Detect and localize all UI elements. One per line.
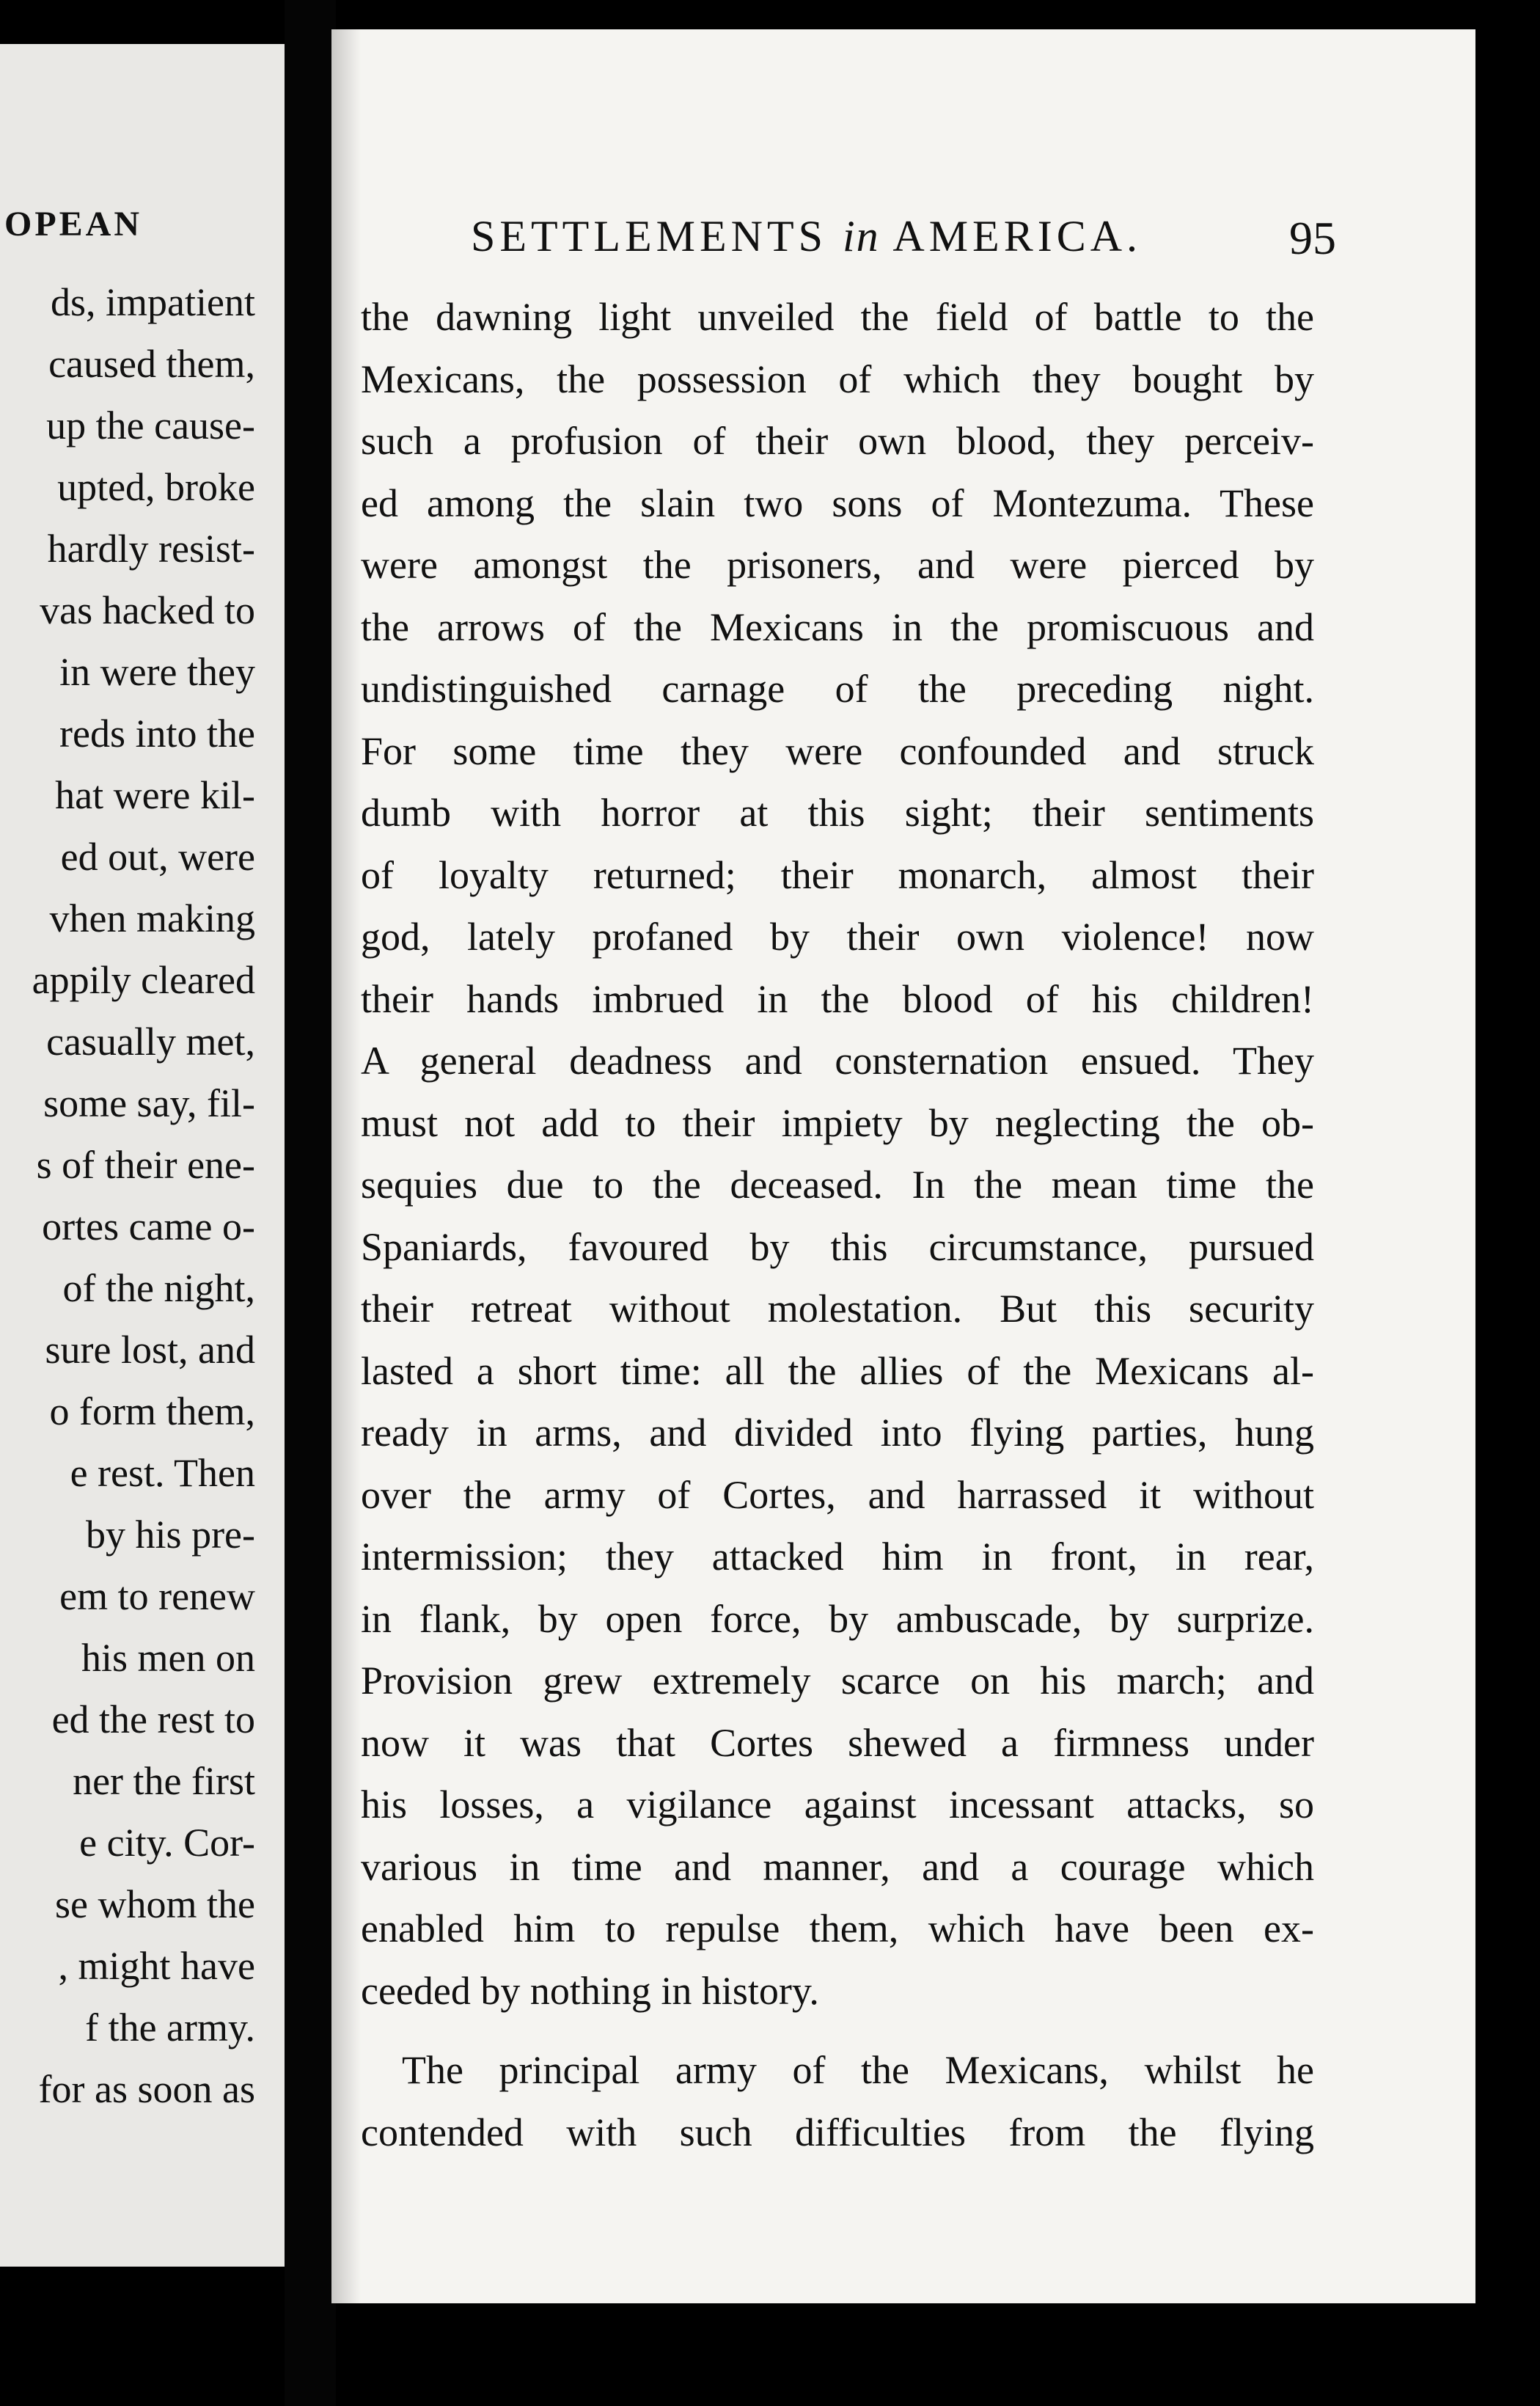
left-text-line: e city. Cor- [79, 1821, 255, 1865]
left-text-line: hardly resist- [47, 527, 255, 571]
left-text-line: e rest. Then [70, 1451, 255, 1495]
left-text-line: o form them, [49, 1389, 255, 1433]
left-text-line: f the army. [85, 2005, 255, 2050]
left-text-line: up the cause- [46, 403, 255, 447]
right-page-text [361, 286, 1314, 2163]
text-line: the arrows of the Mexicans in the promiscuous and [361, 604, 1314, 649]
left-text-line: em to renew [59, 1574, 255, 1618]
left-text-line: by his pre- [86, 1513, 255, 1557]
text-line: Spaniards, favoured by this circumstance, pursued [361, 1224, 1314, 1269]
text-line: ceeded by nothing in history. [361, 1968, 819, 2013]
page-number: 95 [1289, 212, 1336, 264]
text-line: ready in arms, and divided into flying parties, hung [361, 1411, 1314, 1455]
left-text-line: upted, broke [57, 465, 255, 509]
left-text-line: vas hacked to [40, 588, 255, 632]
left-text-line: for as soon as [38, 2067, 255, 2111]
text-line: The principal army of the Mexicans, whilst he [402, 2048, 1314, 2092]
page-edge-shadow [331, 29, 361, 2303]
text-line: of loyalty returned; their monarch, almost their [361, 852, 1314, 897]
left-text-line: ortes came o- [42, 1204, 255, 1248]
text-line: undistinguished carnage of the preceding night. [361, 667, 1314, 711]
running-head-end: AMERICA. [892, 212, 1143, 260]
left-text-line: casually met, [46, 1020, 255, 1064]
text-line: over the army of Cortes, and harrassed it without [361, 1472, 1314, 1517]
text-line: were amongst the prisoners, and were pierced by [361, 543, 1314, 587]
text-line: A general deadness and consternation ensued. They [361, 1039, 1314, 1083]
text-line: Mexicans, the possession of which they bought by [361, 356, 1314, 401]
text-line: For some time they were confounded and struck [361, 728, 1314, 773]
left-text-line: ed out, were [60, 835, 255, 879]
left-text-line: appily cleared [32, 958, 255, 1002]
text-line: their hands imbrued in the blood of his children! [361, 976, 1314, 1021]
running-head [471, 211, 1365, 262]
left-text-line: some say, fil- [43, 1081, 255, 1125]
text-line: must not add to their impiety by neglecting the ob- [361, 1100, 1314, 1145]
left-text-line: his men on [81, 1636, 255, 1680]
left-text-line: se whom the [55, 1882, 255, 1926]
left-page-text [0, 271, 299, 2120]
text-line: enabled him to repulse them, which have been ex- [361, 1906, 1314, 1950]
left-text-line: ed the rest to [51, 1697, 255, 1741]
right-page [331, 29, 1475, 2303]
left-page-header: OPEAN [4, 205, 142, 244]
left-text-line: sure lost, and [45, 1328, 255, 1372]
left-text-line: ner the first [73, 1759, 255, 1803]
left-text-line: ds, impatient [51, 280, 255, 324]
text-line: various in time and manner, and a courage which [361, 1844, 1314, 1889]
running-head-in: in [842, 212, 880, 260]
left-text-line: s of their ene- [36, 1143, 255, 1187]
text-line: Provision grew extremely scarce on his march; and [361, 1659, 1314, 1703]
text-line: god, lately profaned by their own violence! now [361, 915, 1314, 959]
left-text-line: vhen making [49, 896, 255, 940]
text-line: ed among the slain two sons of Montezuma. These [361, 480, 1314, 525]
text-line: dumb with horror at this sight; their sentiments [361, 791, 1314, 835]
text-line: lasted a short time: all the allies of the Mexicans al- [361, 1348, 1314, 1393]
text-line: such a profusion of their own blood, they perceiv- [361, 419, 1314, 463]
left-text-line: reds into the [59, 712, 255, 756]
left-text-line: caused them, [48, 342, 255, 386]
text-line: the dawning light unveiled the field of battle to the [361, 295, 1314, 339]
text-line: now it was that Cortes shewed a firmness under [361, 1720, 1314, 1765]
running-head-main: SETTLEMENTS [471, 212, 827, 260]
text-line: contended with such difficulties from the flying [361, 2110, 1314, 2154]
left-text-line: , might have [58, 1944, 255, 1988]
left-text-line: of the night, [62, 1266, 255, 1310]
text-line: his losses, a vigilance against incessant attacks, so [361, 1782, 1314, 1827]
text-line: their retreat without molestation. But this security [361, 1287, 1314, 1331]
text-line: in flank, by open force, by ambuscade, by surprize. [361, 1596, 1314, 1641]
text-line: sequies due to the deceased. In the mean time the [361, 1163, 1314, 1207]
left-page [0, 44, 299, 2267]
text-line: intermission; they attacked him in front, in rear, [361, 1535, 1314, 1579]
book-gutter [285, 0, 336, 2406]
left-text-line: hat were kil- [55, 773, 255, 817]
left-text-line: in were they [59, 650, 255, 694]
